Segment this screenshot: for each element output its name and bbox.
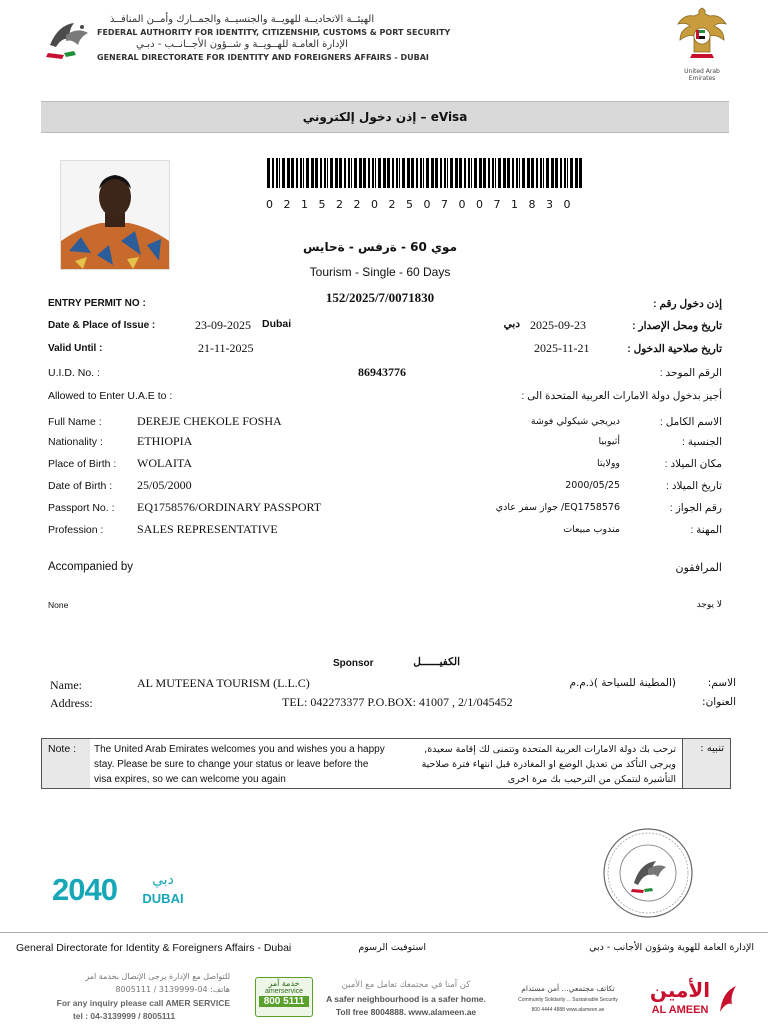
person-value: 25/05/2000: [137, 478, 192, 492]
barcode-bar: [546, 158, 549, 188]
barcode-bar: [426, 158, 429, 188]
accompanied-value-arabic: لا يوجد: [696, 600, 722, 610]
barcode-bar: [324, 158, 326, 188]
uae-emblem: [672, 4, 732, 66]
visa-type-english: Tourism - Single - 60 Days: [309, 265, 451, 279]
barcode-bar: [291, 158, 294, 188]
title-bar: [41, 101, 729, 133]
person-value: WOLAITA: [137, 456, 193, 470]
person-value: DEREJE CHEKOLE FOSHA: [137, 414, 282, 428]
person-value: EQ1758576/ORDINARY PASSPORT: [137, 500, 322, 514]
person-label: Profession :: [48, 524, 104, 536]
note-english-cell: [90, 739, 392, 788]
header-english-line-1: FEDERAL AUTHORITY FOR IDENTITY, CITIZENSHIP, CUSTOMS & PORT SECURITY: [97, 28, 451, 37]
barcode-bar: [375, 158, 376, 188]
barcode-bar: [411, 158, 414, 188]
barcode-bar: [450, 158, 453, 188]
barcode: [267, 158, 585, 188]
barcode-bar: [287, 158, 290, 188]
issue-date-arabic: 2025-09-23: [530, 318, 586, 332]
barcode-bar: [507, 158, 510, 188]
accompanied-label: Accompanied by: [48, 561, 134, 573]
header-english-line-2: GENERAL DIRECTORATE FOR IDENTITY AND FOREIGNERS AFFAIRS - DUBAI: [97, 53, 429, 62]
barcode-bar: [527, 158, 530, 188]
amer-badge-english: amerservice: [264, 988, 304, 995]
barcode-bar: [522, 158, 525, 188]
barcode-bar: [575, 158, 578, 188]
barcode-bar: [354, 158, 357, 188]
person-value-arabic: مندوب مبيعات: [563, 524, 620, 535]
barcode-bar: [543, 158, 544, 188]
alameen-logo-arabic: الأمين: [649, 978, 711, 1002]
amer-badge-number: 800 5111: [259, 996, 309, 1007]
barcode-bar: [564, 158, 566, 188]
alameen-logo-english: AL AMEEN: [651, 1004, 709, 1016]
sponsor-name: AL MUTEENA TOURISM (L.L.C): [137, 676, 310, 690]
emblem-caption: United Arab Emirates: [684, 68, 720, 82]
barcode-bar: [468, 158, 470, 188]
barcode-bar: [483, 158, 486, 188]
person-value: ETHIOPIA: [137, 434, 193, 448]
person-value-arabic: أثيوبيا: [598, 436, 620, 447]
barcode-bar: [407, 158, 410, 188]
issue-label-arabic: تاريخ ومحل الإصدار :: [632, 320, 722, 332]
person-label: Full Name :: [48, 416, 102, 428]
barcode-bar: [447, 158, 448, 188]
barcode-bar: [296, 158, 298, 188]
visa-type-arabic: موي 60 - ةرفس - ةحايس: [302, 240, 458, 254]
barcode-bar: [372, 158, 374, 188]
sponsor-title-arabic: الكفيــــــل: [413, 656, 460, 668]
barcode-bar: [540, 158, 542, 188]
person-label-arabic: رقم الجواز :: [669, 502, 722, 514]
barcode-bar: [495, 158, 496, 188]
note-label-arabic: تنبيه :: [700, 743, 724, 754]
person-label-arabic: الجنسية :: [681, 436, 722, 448]
barcode-bar: [479, 158, 482, 188]
entry-permit-label: ENTRY PERMIT NO :: [48, 298, 146, 309]
entry-permit-label-arabic: إذن دخول رقم :: [653, 298, 722, 310]
person-value-arabic: EQ1758576/ جواز سفر عادي: [495, 502, 620, 513]
barcode-bar: [267, 158, 270, 188]
barcode-bar: [423, 158, 424, 188]
barcode-bar: [459, 158, 462, 188]
barcode-bar: [306, 158, 309, 188]
amer-contact-english-1: For any inquiry please call AMER SERVICE: [56, 998, 230, 1008]
sponsor-address-label: Address:: [50, 696, 93, 710]
alameen-slogan-arabic: كن آمنا في مجتمعك تعامل مع الأمين: [341, 980, 471, 990]
alameen-community-english: Community Solidarity ... Sustainable Security: [518, 997, 618, 1003]
barcode-number: 0 2 1 5 2 2 0 2 5 0 7 0 0 7 1 8 3 0: [266, 198, 574, 211]
barcode-bar: [471, 158, 472, 188]
person-value: SALES REPRESENTATIVE: [137, 522, 278, 536]
applicant-photo: [60, 160, 170, 270]
barcode-bar: [272, 158, 274, 188]
amer-service-badge: [255, 977, 313, 1017]
alameen-contacts: 800 4444 4888 www.alameen.ae: [531, 1007, 605, 1013]
person-label-arabic: تاريخ الميلاد :: [666, 480, 722, 492]
barcode-bar: [555, 158, 558, 188]
barcode-bar: [531, 158, 534, 188]
barcode-bar: [435, 158, 438, 188]
barcode-bar: [498, 158, 501, 188]
sponsor-name-arabic: (المطينة للسياحة )ذ.م.م: [569, 677, 676, 689]
barcode-bar: [348, 158, 350, 188]
sponsor-address-label-arabic: العنوان:: [702, 696, 736, 708]
barcode-bar: [399, 158, 400, 188]
sponsor-address: TEL: 042273377 P.O.BOX: 41007 , 2/1/045452: [282, 695, 513, 709]
barcode-bar: [315, 158, 318, 188]
person-label: Place of Birth :: [48, 458, 117, 470]
barcode-bar: [378, 158, 381, 188]
barcode-bar: [560, 158, 562, 188]
barcode-bar: [279, 158, 280, 188]
barcode-bar: [282, 158, 285, 188]
valid-until-label-arabic: تاريخ صلاحية الدخول :: [627, 343, 722, 355]
barcode-bar: [444, 158, 446, 188]
note-text-arabic: ترحب بك دولة الامارات العربية المتحدة وتتمنى لك إقامة سعيدة, ويرجى التأكد من تعديل الوضع او المغادرة قبل انتهاء فترة صلاحية التأشيرة لنتمكن من الترحيب بك مرة اخرى: [421, 744, 676, 785]
barcode-bar: [455, 158, 458, 188]
barcode-bar: [488, 158, 490, 188]
uid-label-arabic: الرقم الموحد :: [659, 367, 722, 379]
barcode-bar: [392, 158, 394, 188]
barcode-bar: [551, 158, 554, 188]
barcode-bar: [570, 158, 573, 188]
uid-number: 86943776: [358, 365, 406, 379]
issue-label: Date & Place of Issue :: [48, 320, 156, 331]
amer-badge-arabic: خدمة آمر: [268, 979, 300, 988]
barcode-bar: [416, 158, 418, 188]
footer-fees-paid: استوفيت الرسوم: [358, 942, 426, 953]
person-label: Passport No. :: [48, 502, 115, 514]
valid-until-label: Valid Until :: [48, 343, 103, 354]
barcode-bar: [383, 158, 386, 188]
barcode-bar: [276, 158, 278, 188]
footer-directorate-english: General Directorate for Identity & Foreigners Affairs - Dubai: [16, 942, 292, 954]
barcode-bar: [503, 158, 506, 188]
barcode-bar: [344, 158, 346, 188]
barcode-bar: [311, 158, 314, 188]
sponsor-name-label-arabic: الاسم:: [707, 677, 736, 689]
accompanied-value: None: [48, 600, 69, 610]
barcode-bar: [536, 158, 538, 188]
sponsor-name-label: Name:: [50, 678, 82, 692]
allowed-label: Allowed to Enter U.A.E to :: [48, 390, 173, 402]
note-text-english: The United Arab Emirates welcomes you and wishes you a happy stay. Please be sure to change your status or leave before the visa expires, so we can welcome you again: [94, 744, 385, 785]
issue-place-arabic: دبي: [503, 318, 520, 330]
header-arabic-line-1: الهيئــة الاتحاديــة للهويــة والجنسيــة والجمــارك وأمــن المنافــذ: [109, 14, 375, 25]
alameen-logo: [644, 980, 740, 1020]
barcode-bar: [368, 158, 370, 188]
person-label-arabic: المهنة :: [690, 524, 722, 536]
alameen-bird-icon: [716, 982, 740, 1016]
barcode-bar: [579, 158, 582, 188]
note-box: [41, 738, 731, 789]
footer-directorate-arabic: الإدارة العامة للهوية وشؤون الأجانب - دبي: [589, 942, 754, 953]
person-label: Nationality :: [48, 436, 103, 448]
footer-divider: [0, 932, 768, 933]
document-title: إذن دخول إلكتروني – eVisa: [302, 110, 468, 124]
uid-label: U.I.D. No. :: [48, 367, 100, 379]
accompanied-label-arabic: المرافقون: [675, 561, 722, 574]
barcode-bar: [300, 158, 302, 188]
person-value-arabic: وولايتا: [597, 458, 620, 469]
barcode-bar: [320, 158, 322, 188]
valid-until-date: 21-11-2025: [198, 341, 254, 355]
note-arabic-cell: [391, 739, 683, 788]
alameen-slogan-english: A safer neighbourhood is a safer home.: [326, 994, 486, 1004]
person-label: Date of Birth :: [48, 480, 113, 492]
barcode-bar: [474, 158, 477, 188]
barcode-bar: [339, 158, 342, 188]
amer-contact-arabic-1: للتواصل مع الإدارة يرجى الإتصال بخدمة امر: [85, 972, 230, 981]
barcode-bar: [402, 158, 405, 188]
barcode-bar: [512, 158, 514, 188]
sponsor-title: Sponsor: [333, 658, 374, 669]
barcode-bar: [387, 158, 390, 188]
authority-logo: [44, 15, 92, 61]
person-label-arabic: مكان الميلاد :: [664, 458, 722, 470]
barcode-bar: [303, 158, 304, 188]
barcode-bar: [431, 158, 434, 188]
barcode-bar: [464, 158, 466, 188]
alameen-community-arabic: تكاتف مجتمعي... أمن مستدام: [521, 984, 615, 993]
dubai-arabic: دبي: [152, 872, 174, 888]
person-value-arabic: 2000/05/25: [565, 480, 620, 491]
dubai-2040-logo: [52, 872, 192, 912]
person-label-arabic: الاسم الكامل :: [659, 416, 722, 428]
dubai-2040-numbers: 2040: [52, 872, 117, 907]
barcode-bar: [327, 158, 328, 188]
allowed-label-arabic: أجيز بدخول دولة الامارات العربية المتحدة الى :: [521, 390, 722, 402]
barcode-bar: [567, 158, 568, 188]
barcode-bar: [359, 158, 362, 188]
barcode-bar: [420, 158, 422, 188]
barcode-bar: [363, 158, 366, 188]
issue-place: Dubai: [262, 318, 292, 330]
valid-until-date-arabic: 2025-11-21: [534, 341, 590, 355]
barcode-bar: [519, 158, 520, 188]
issue-date: 23-09-2025: [195, 318, 251, 332]
barcode-bar: [335, 158, 338, 188]
barcode-bar: [351, 158, 352, 188]
dubai-english: DUBAI: [142, 891, 184, 906]
barcode-bar: [516, 158, 518, 188]
barcode-bar: [330, 158, 333, 188]
note-label-arabic-cell: [682, 739, 730, 788]
person-value-arabic: ديريجي شيكولي فوشة: [530, 416, 620, 427]
official-stamp: [602, 827, 694, 919]
header-arabic-line-2: الإدارة العامـة للهــويــة و شــؤون الأجــانــب - دبـي: [136, 39, 348, 50]
barcode-bar: [492, 158, 494, 188]
amer-contact-english-2: tel : 04-3139999 / 8005111: [72, 1011, 176, 1021]
amer-contact-arabic-2: هاتف: 04-3139999 / 8005111: [115, 985, 230, 994]
note-label: Note :: [48, 743, 77, 755]
barcode-bar: [440, 158, 442, 188]
entry-permit-number: 152/2025/7/0071830: [325, 290, 435, 305]
barcode-bar: [396, 158, 398, 188]
alameen-tollfree: Toll free 8004888. www.alameen.ae: [335, 1007, 477, 1017]
note-label-cell: [42, 739, 91, 788]
